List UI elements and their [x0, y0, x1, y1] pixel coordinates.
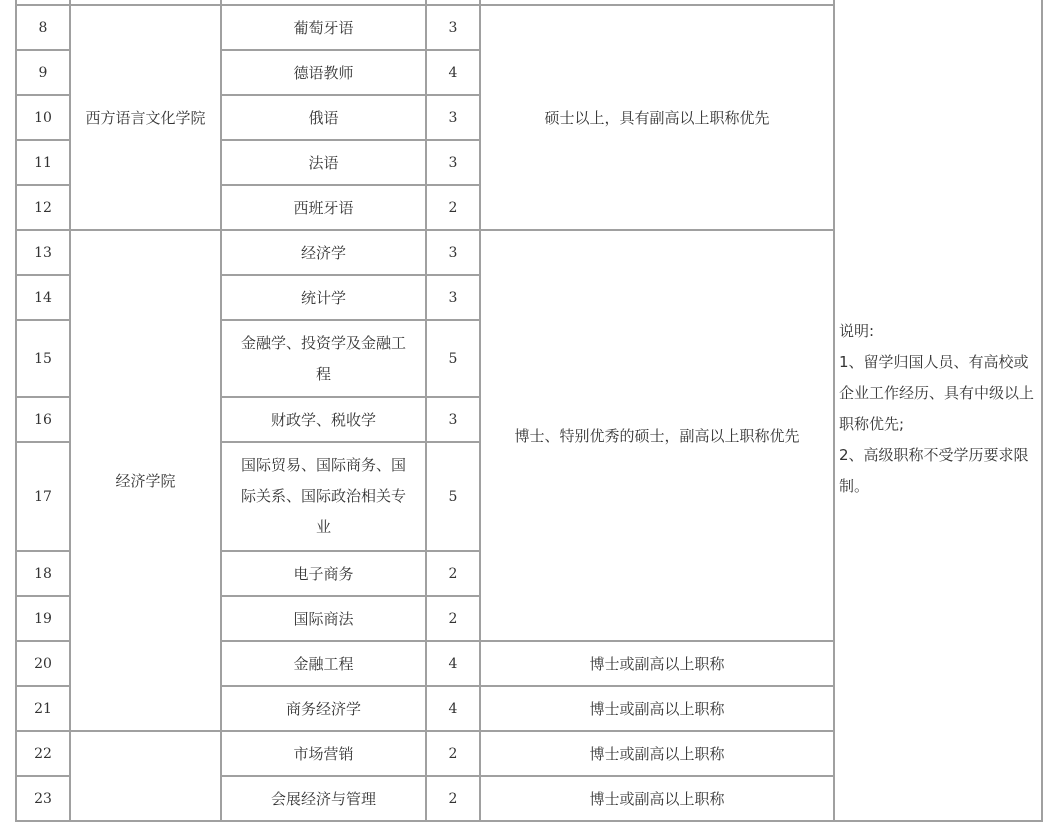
- row-number-cell: 8: [17, 6, 69, 49]
- notes-item-2: 2、高级职称不受学历要求限制。: [839, 445, 1029, 495]
- recruitment-table: [15, 0, 1043, 822]
- row-number-cell: 17: [17, 443, 69, 550]
- count-cell: 4: [427, 51, 479, 94]
- major-cell: 财政学、税收学: [222, 398, 425, 441]
- notes-title: 说明:: [839, 321, 875, 340]
- requirement-cell: 博士、特别优秀的硕士，副高以上职称优先: [481, 231, 833, 640]
- count-cell: 3: [427, 398, 479, 441]
- notes-item-1: 1、留学归国人员、有高校或企业工作经历、具有中级以上职称优先;: [839, 352, 1035, 433]
- college-cell: 经济学院: [71, 231, 220, 730]
- requirement-cell: 博士或副高以上职称: [481, 777, 833, 820]
- requirement-cell: 硕士以上，具有副高以上职称优先: [481, 6, 833, 229]
- count-cell: 3: [427, 231, 479, 274]
- requirement-cell: 博士或副高以上职称: [481, 642, 833, 685]
- major-cell: 金融学、投资学及金融工程: [222, 321, 425, 396]
- count-cell: 3: [427, 96, 479, 139]
- major-cell: 国际贸易、国际商务、国际关系、国际政治相关专业: [222, 443, 425, 550]
- notes-cell: [835, 0, 1041, 820]
- recruitment-table-container: [15, 0, 1043, 822]
- major-cell: 会展经济与管理: [222, 777, 425, 820]
- requirement-cell: 博士或副高以上职称: [481, 687, 833, 730]
- count-cell: 5: [427, 321, 479, 396]
- row-number-cell: 11: [17, 141, 69, 184]
- count-cell: 2: [427, 597, 479, 640]
- college-cell: 西方语言文化学院: [71, 6, 220, 229]
- college-cell: [71, 0, 220, 4]
- major-cell: 法语: [222, 141, 425, 184]
- count-cell: [427, 0, 479, 4]
- count-cell: 5: [427, 443, 479, 550]
- row-number-cell: 22: [17, 732, 69, 775]
- count-cell: 4: [427, 642, 479, 685]
- count-cell: 3: [427, 276, 479, 319]
- major-cell: 西班牙语: [222, 186, 425, 229]
- major-cell: 商务经济学: [222, 687, 425, 730]
- row-number-cell: 9: [17, 51, 69, 94]
- row-number-cell: 15: [17, 321, 69, 396]
- count-cell: 4: [427, 687, 479, 730]
- major-cell: 德语教师: [222, 51, 425, 94]
- row-number-cell: 14: [17, 276, 69, 319]
- count-cell: 3: [427, 141, 479, 184]
- college-cell: [71, 732, 220, 820]
- row-number-cell: 21: [17, 687, 69, 730]
- row-number-cell: 13: [17, 231, 69, 274]
- row-number-cell: [17, 0, 69, 4]
- major-cell: 市场营销: [222, 732, 425, 775]
- row-number-cell: 12: [17, 186, 69, 229]
- row-number-cell: 23: [17, 777, 69, 820]
- row-number-cell: 19: [17, 597, 69, 640]
- requirement-cell: [481, 0, 833, 4]
- count-cell: 3: [427, 6, 479, 49]
- row-number-cell: 20: [17, 642, 69, 685]
- table-row: [17, 0, 1041, 4]
- row-number-cell: 18: [17, 552, 69, 595]
- count-cell: 2: [427, 777, 479, 820]
- row-number-cell: 16: [17, 398, 69, 441]
- major-cell: 国际商法: [222, 597, 425, 640]
- major-cell: 统计学: [222, 276, 425, 319]
- major-cell: 金融工程: [222, 642, 425, 685]
- requirement-cell: 博士或副高以上职称: [481, 732, 833, 775]
- major-cell: 电子商务: [222, 552, 425, 595]
- major-cell: 俄语: [222, 96, 425, 139]
- row-number-cell: 10: [17, 96, 69, 139]
- major-cell: [222, 0, 425, 4]
- count-cell: 2: [427, 552, 479, 595]
- major-cell: 葡萄牙语: [222, 6, 425, 49]
- count-cell: 2: [427, 186, 479, 229]
- count-cell: 2: [427, 732, 479, 775]
- major-cell: 经济学: [222, 231, 425, 274]
